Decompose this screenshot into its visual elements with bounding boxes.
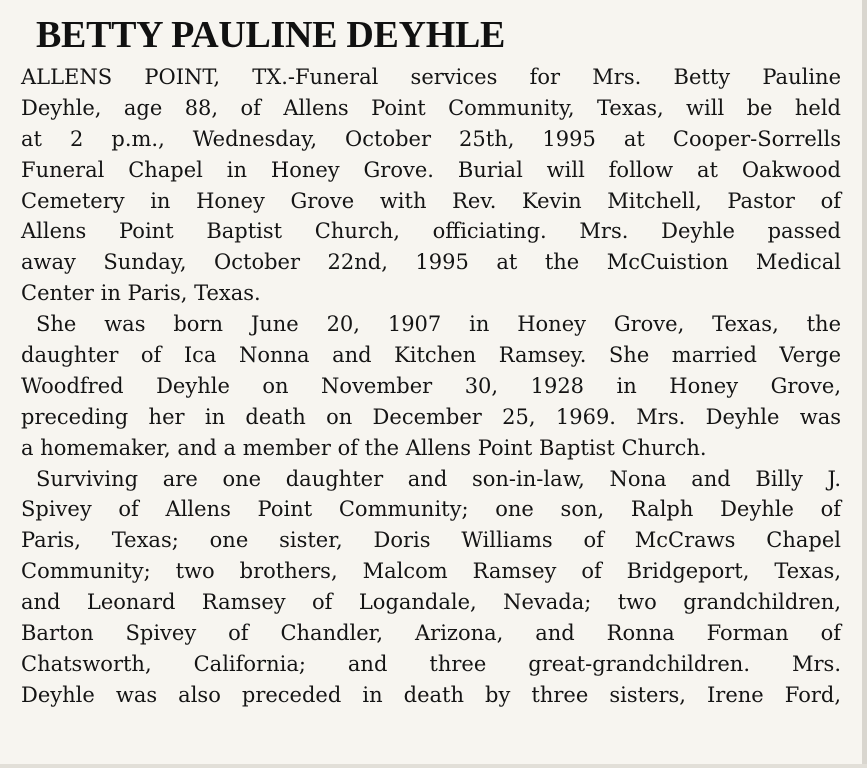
article-line: Cemetery in Honey Grove with Rev. Kevin Mitchell, Pastor of	[21, 188, 841, 213]
article-line: Center in Paris, Texas.	[21, 281, 261, 306]
article-line: a homemaker, and a member of the Allens Point Baptist Church.	[21, 435, 707, 460]
article-line: Funeral Chapel in Honey Grove. Burial will follow at Oakwood	[21, 157, 841, 182]
article-line: Paris, Texas; one sister, Doris Williams of McCraws Chapel	[21, 528, 841, 553]
article-body	[21, 62, 841, 711]
article-line: Woodfred Deyhle on November 30, 1928 in Honey Grove,	[21, 373, 841, 398]
article-line: Spivey of Allens Point Community; one son, Ralph Deyhle of	[21, 497, 841, 522]
article-line: Community; two brothers, Malcom Ramsey of Bridgeport, Texas,	[21, 559, 841, 584]
article-line: Deyhle was also preceded in death by three sisters, Irene Ford,	[21, 682, 841, 707]
article-line: Allens Point Baptist Church, officiating. Mrs. Deyhle passed	[21, 219, 841, 244]
article-line: and Leonard Ramsey of Logandale, Nevada; two grandchildren,	[21, 590, 841, 615]
page-edge-bottom	[0, 764, 867, 768]
article-line: Barton Spivey of Chandler, Arizona, and Ronna Forman of	[21, 621, 841, 646]
article-line: at 2 p.m., Wednesday, October 25th, 1995 at Cooper-Sorrells	[21, 126, 841, 151]
article-line: Deyhle, age 88, of Allens Point Community, Texas, will be held	[21, 95, 841, 120]
article-line: daughter of Ica Nonna and Kitchen Ramsey. She married Verge	[21, 343, 841, 368]
article-line: Chatsworth, California; and three great-grandchildren. Mrs.	[21, 651, 841, 676]
headline: BETTY PAULINE DEYHLE	[36, 14, 506, 56]
article-line: Surviving are one daughter and son-in-law, Nona and Billy J.	[36, 466, 841, 491]
article-line: away Sunday, October 22nd, 1995 at the McCuistion Medical	[21, 250, 841, 275]
article-line: ALLENS POINT, TX.-Funeral services for Mrs. Betty Pauline	[21, 65, 841, 89]
page-edge-right	[862, 0, 867, 768]
article-line: She was born June 20, 1907 in Honey Grove, Texas, the	[36, 312, 841, 337]
article-line: preceding her in death on December 25, 1969. Mrs. Deyhle was	[21, 404, 841, 429]
